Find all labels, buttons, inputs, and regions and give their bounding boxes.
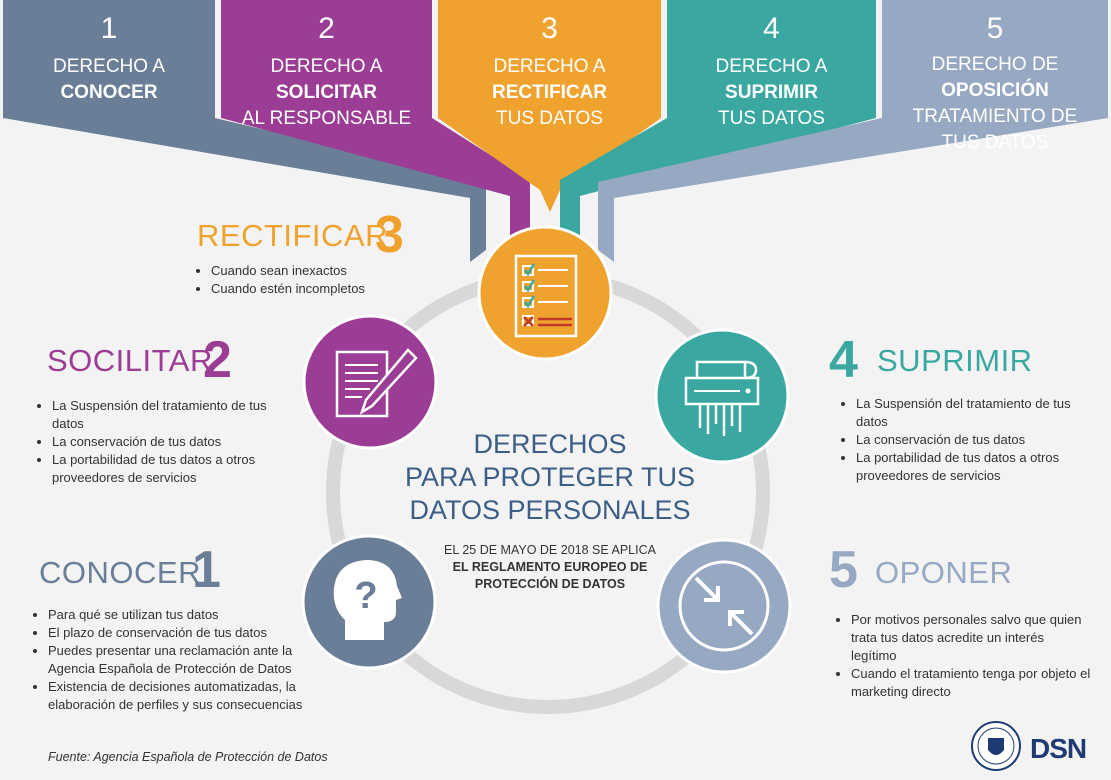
section-rectificar-number: 3	[375, 206, 404, 264]
list-item: • Cuando estén incompletos	[211, 280, 451, 298]
list-item: • La conservación de tus datos	[856, 431, 1101, 449]
dsn-logo-text: DSN	[1030, 733, 1087, 764]
list-item: • Por motivos personales salvo que quien trata tus datos acredite un interés legítimo	[851, 611, 1091, 665]
section-rectificar-title: RECTIFICAR	[197, 218, 388, 253]
svg-text:?: ?	[354, 575, 378, 617]
list-item: • La portabilidad de tus datos a otros proveedores de servicios	[856, 449, 1101, 485]
section-solicitar-title: SOCILITAR	[47, 343, 213, 378]
tab-4-number: 4	[763, 12, 780, 45]
section-suprimir-title: SUPRIMIR	[877, 343, 1033, 378]
list-item: • La Suspensión del tratamiento de tus datos	[856, 395, 1101, 431]
section-oponer-title: OPONER	[875, 555, 1013, 590]
tab-5-number: 5	[986, 12, 1004, 45]
tab-2-title: DERECHO A SOLICITAR AL RESPONSABLE	[241, 56, 412, 129]
center-subtitle: EL 25 DE MAYO DE 2018 SE APLICA EL REGLAMENTO EUROPEO DE PROTECCIÓN DE DATOS	[444, 543, 656, 591]
center-title: DERECHOS PARA PROTEGER TUS DATOS PERSONALES	[404, 429, 696, 525]
section-conocer-title: CONOCER	[39, 555, 201, 590]
list-item: • La Suspensión del tratamiento de tus datos	[52, 397, 297, 433]
list-item: • El plazo de conservación de tus datos	[48, 624, 338, 642]
list-item: • La conservación de tus datos	[52, 433, 297, 451]
list-item: • Cuando sean inexactos	[211, 262, 451, 280]
list-item: • Cuando el tratamiento tenga por objeto el marketing directo	[851, 665, 1091, 701]
section-conocer-list	[33, 606, 338, 714]
section-oponer-list	[836, 611, 1091, 701]
dsn-seal-icon	[972, 722, 1020, 770]
tab-5-title: DERECHO DE OPOSICIÓN TRATAMIENTO DE TUS DATOS	[912, 54, 1078, 153]
tab-1-number: 1	[100, 12, 118, 45]
tab-3-number: 3	[541, 12, 558, 45]
section-solicitar-number: 2	[203, 331, 232, 389]
list-item: • Puedes presentar una reclamación ante la Agencia Española de Protección de Datos	[48, 642, 338, 678]
section-rectificar-list	[196, 262, 451, 298]
list-item: • Existencia de decisiones automatizadas, la elaboración de perfiles y sus consecuencias	[48, 678, 338, 714]
section-oponer-number: 5	[829, 541, 858, 599]
tab-2-number: 2	[318, 12, 335, 45]
list-item: • Para qué se utilizan tus datos	[48, 606, 338, 624]
list-item: • La portabilidad de tus datos a otros proveedores de servicios	[52, 451, 297, 487]
tab-1-title: DERECHO A CONOCER	[53, 56, 165, 103]
tab-3-title: DERECHO A RECTIFICAR TUS DATOS	[491, 56, 608, 129]
section-suprimir-number: 4	[829, 331, 858, 389]
section-conocer-number: 1	[192, 541, 221, 599]
section-solicitar-list	[37, 397, 297, 487]
tab-4-title: DERECHO A SUPRIMIR TUS DATOS	[715, 56, 828, 129]
section-suprimir-list	[841, 395, 1101, 485]
source-note: Fuente: Agencia Española de Protección de Datos	[48, 750, 328, 764]
checklist-icon	[479, 227, 611, 359]
